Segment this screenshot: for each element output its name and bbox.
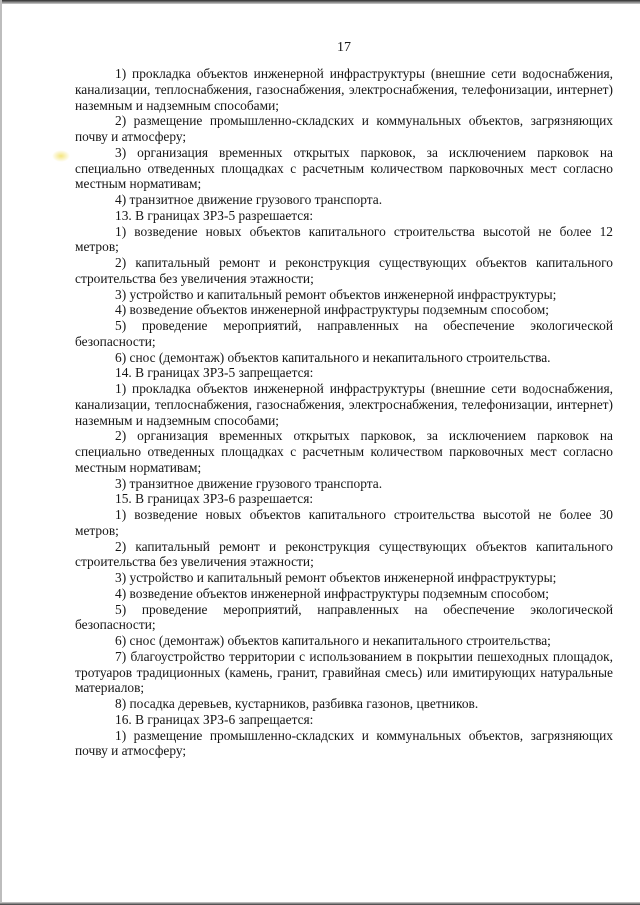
paragraph: 3) устройство и капитальный ремонт объектов инженерной инфраструктуры; <box>115 570 557 585</box>
document-page <box>75 40 613 759</box>
page-number: 17 <box>337 40 351 55</box>
scan-edge-left <box>0 0 2 905</box>
paragraph: 5) проведение мероприятий, направленных на обеспечение экологической безопасности; <box>75 601 613 633</box>
highlighter-mark <box>52 150 70 162</box>
paragraph: 8) посадка деревьев, кустарников, разбивка газонов, цветников. <box>115 696 479 711</box>
scan-edge-top <box>0 0 640 4</box>
paragraph: 4) транзитное движение грузового транспорта. <box>115 192 383 207</box>
paragraph: 1) прокладка объектов инженерной инфраструктуры (внешние сети водоснабжения, канализации, теплоснабжения, газоснабжения, электроснабжения, телефонизации, интернет) наземным и надземным способами; <box>75 66 613 113</box>
paragraph: 1) прокладка объектов инженерной инфраструктуры (внешние сети водоснабжения, канализации, теплоснабжения, газоснабжения, электроснабжения, телефонизации, интернет) наземным и надземным способами; <box>75 381 613 428</box>
paragraph: 4) возведение объектов инженерной инфраструктуры подземным способом; <box>115 585 549 601</box>
paragraph: 6) снос (демонтаж) объектов капитального и некапитального строительства; <box>115 633 551 648</box>
section-heading: 14. В границах ЗРЗ-5 запрещается: <box>115 365 314 381</box>
paragraph: 3) устройство и капитальный ремонт объектов инженерной инфраструктуры; <box>115 286 557 302</box>
paragraph: 2) капитальный ремонт и реконструкция существующих объектов капитального строительства без увеличения этажности; <box>75 538 613 570</box>
paragraph: 4) возведение объектов инженерной инфраструктуры подземным способом; <box>115 302 549 318</box>
paragraph: 1) размещение промышленно-складских и коммунальных объектов, загрязняющих почву и атмосферу; <box>75 727 613 759</box>
paragraph: 1) возведение новых объектов капитального строительства высотой не более 12 метров; <box>75 223 613 255</box>
paragraph: 1) возведение новых объектов капитального строительства высотой не более 30 метров; <box>75 507 613 538</box>
paragraph: 6) снос (демонтаж) объектов капитального и некапитального строительства. <box>115 349 551 365</box>
paragraph: 7) благоустройство территории с использованием в покрытии пешеходных площадок, тротуаров традиционных (камень, гранит, гравийная смесь) или имитирующих натуральные материалов; <box>75 648 613 696</box>
paragraph: 2) размещение промышленно-складских и коммунальных объектов, загрязняющих почву и атмосферу; <box>75 113 613 144</box>
section-heading: 13. В границах ЗРЗ-5 разрешается: <box>115 207 314 223</box>
paragraph: 3) организация временных открытых парковок, за исключением парковок на специально отведенных площадках с расчетным количеством парковочных мест согласно местным нормативам; <box>75 144 613 192</box>
section-heading: 15. В границах ЗРЗ-6 разрешается: <box>115 491 314 507</box>
paragraph: 2) капитальный ремонт и реконструкция существующих объектов капитального строительства без увеличения этажности; <box>75 255 613 286</box>
paragraph: 2) организация временных открытых парковок, за исключением парковок на специально отведенных площадках с расчетным количеством парковочных мест согласно местным нормативам; <box>75 428 613 475</box>
paragraph: 5) проведение мероприятий, направленных на обеспечение экологической безопасности; <box>75 318 613 349</box>
section-heading: 16. В границах ЗРЗ-6 запрещается: <box>115 711 314 727</box>
paragraph: 3) транзитное движение грузового транспорта. <box>115 475 383 491</box>
